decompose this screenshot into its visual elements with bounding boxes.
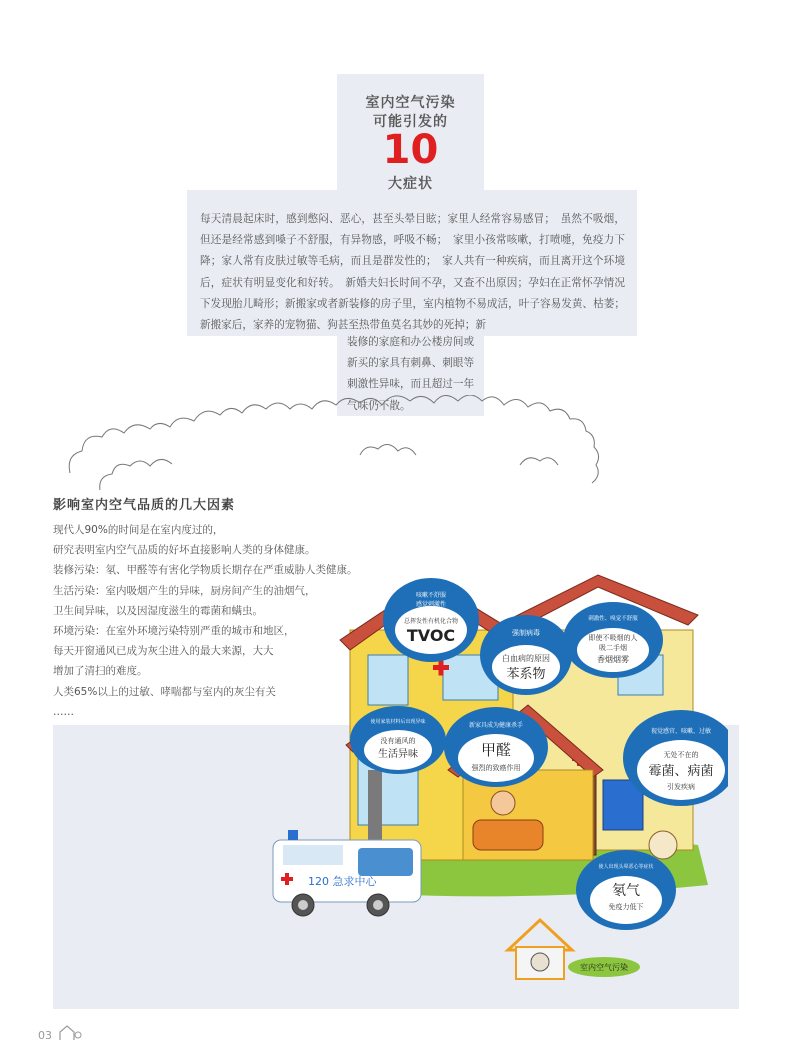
symptoms-paragraph: 每天清晨起床时，感到憋闷、恶心，甚至头晕目眩；家里人经常容易感冒； 虽然不吸烟，但还是经常感到嗓子不舒服，有异物感，呼吸不畅； 家里小孩常咳嗽，打喷嚏，免疫力下降；家人常有皮肤过敏等毛病，而且是群发性的； 家人共有一种疾病，而且离开这个环境后，症状有明显变化和好转。 新婚夫妇长时间不孕，又查不出原因；孕妇在正常怀孕情况下发现胎儿畸形；新搬家或者新装修的房子里，室内植物不易成活，叶子容易发黄、枯萎；新搬家后，家养的宠物猫、狗甚至热带鱼莫名其妙的死掉；新 (200, 213, 625, 332)
factors-title: 影响室内空气品质的几大因素 (53, 498, 236, 513)
bubble-odor (350, 706, 446, 774)
factor-line: …… (53, 705, 74, 718)
ambulance (273, 830, 421, 916)
header-line-1: 室内空气污染 (365, 95, 456, 111)
bubble-mold-sub2: 引发疾病 (667, 783, 695, 791)
bubble-formaldehyde-main: 甲醛 (480, 741, 512, 759)
page-number: 03 (38, 1029, 52, 1042)
factor-line: 现代人90%的时间是在室内度过的， (53, 524, 224, 536)
bubble-tvoc-main: TVOC (406, 626, 456, 645)
bubble-benzene-sub: 白血病的原因 (502, 654, 550, 663)
header-number: 10 (382, 127, 439, 173)
bubble-mold-sub: 无处不在的 (663, 751, 699, 759)
bubble-benzene (480, 615, 572, 695)
bubble-radon-main: 氡气 (612, 883, 640, 899)
header-line-2: 可能引发的 (373, 114, 448, 130)
bubble-tvoc-top-2: 感觉刺激性 (415, 601, 447, 608)
factor-line: 人类65%以上的过敏、哮喘都与室内的灰尘有关 (53, 685, 276, 698)
factor-line: 环境污染：在室外环境污染特别严重的城市和地区， (53, 625, 295, 638)
bubble-odor-main: 生活异味 (378, 749, 418, 760)
bubble-tvoc (383, 578, 479, 662)
bubble-radon-top: 使人出现头晕恶心等症状 (598, 864, 654, 870)
bubble-smoke-main: 香烟烟雾 (597, 655, 629, 664)
bubble-odor-top: 使用家装材料后出现异味 (370, 719, 426, 725)
sofa (473, 820, 543, 850)
bubble-mold-main: 霉菌、病菌 (648, 764, 714, 779)
house-illustration (258, 555, 728, 995)
factor-line: 研究表明室内空气品质的好坏直接影响人类的身体健康。 (53, 544, 316, 557)
factor-line: 生活污染：室内吸烟产生的异味，厨房间产生的油烟气， (53, 584, 316, 597)
header-line-3: 大症状 (388, 176, 433, 192)
symptoms-paragraph-continued: 装修的家庭和办公楼房间或新买的家具有刺鼻、刺眼等刺激性异味，而且超过一年气味仍不散。 (347, 336, 475, 412)
window (368, 655, 408, 705)
ambulance-label: 120 急求中心 (308, 875, 377, 888)
bubble-formaldehyde-sub: 强烈的致癌作用 (471, 764, 521, 772)
bubble-formaldehyde-top: 新家具成为健康杀手 (468, 722, 524, 729)
bubble-odor-sub: 没有通风的 (380, 737, 416, 745)
bubble-smoke-top: 刺激性、嗅觉不舒服 (588, 616, 638, 622)
bubble-formaldehyde (444, 707, 548, 787)
bubble-smoke-sub-2: 吸二手烟 (599, 644, 627, 652)
house-logo-icon (58, 1024, 84, 1042)
bubble-benzene-main: 苯系物 (506, 667, 546, 682)
factor-line: 卫生间异味，以及因湿度滋生的霉菌和螨虫。 (53, 604, 263, 617)
dog (649, 831, 677, 859)
bubble-tvoc-top-1: 咳嗽不舒服 (415, 592, 447, 599)
factor-line: 装修污染：氡、甲醛等有害化学物质长期存在严重威胁人类健康。 (53, 564, 358, 577)
person (491, 791, 515, 815)
bubble-smoke (563, 602, 663, 678)
bubble-smoke-sub-1: 即使不吸烟的人 (588, 634, 638, 642)
bubble-mold-top: 视觉感官、咳嗽、过敏 (650, 728, 712, 735)
factor-line: 增加了清扫的难度。 (53, 665, 148, 678)
bubble-radon (576, 850, 676, 930)
house-sign-label: 室内空气污染 (580, 963, 628, 972)
bubble-radon-sub: 免疫力低下 (608, 903, 644, 911)
bubble-benzene-top: 强制病毒 (512, 629, 540, 637)
factor-line: 每天开窗通风已成为灰尘进入的最大来源，大大 (53, 645, 274, 658)
bubble-tvoc-sub: 总挥发性有机化合物 (403, 618, 459, 625)
